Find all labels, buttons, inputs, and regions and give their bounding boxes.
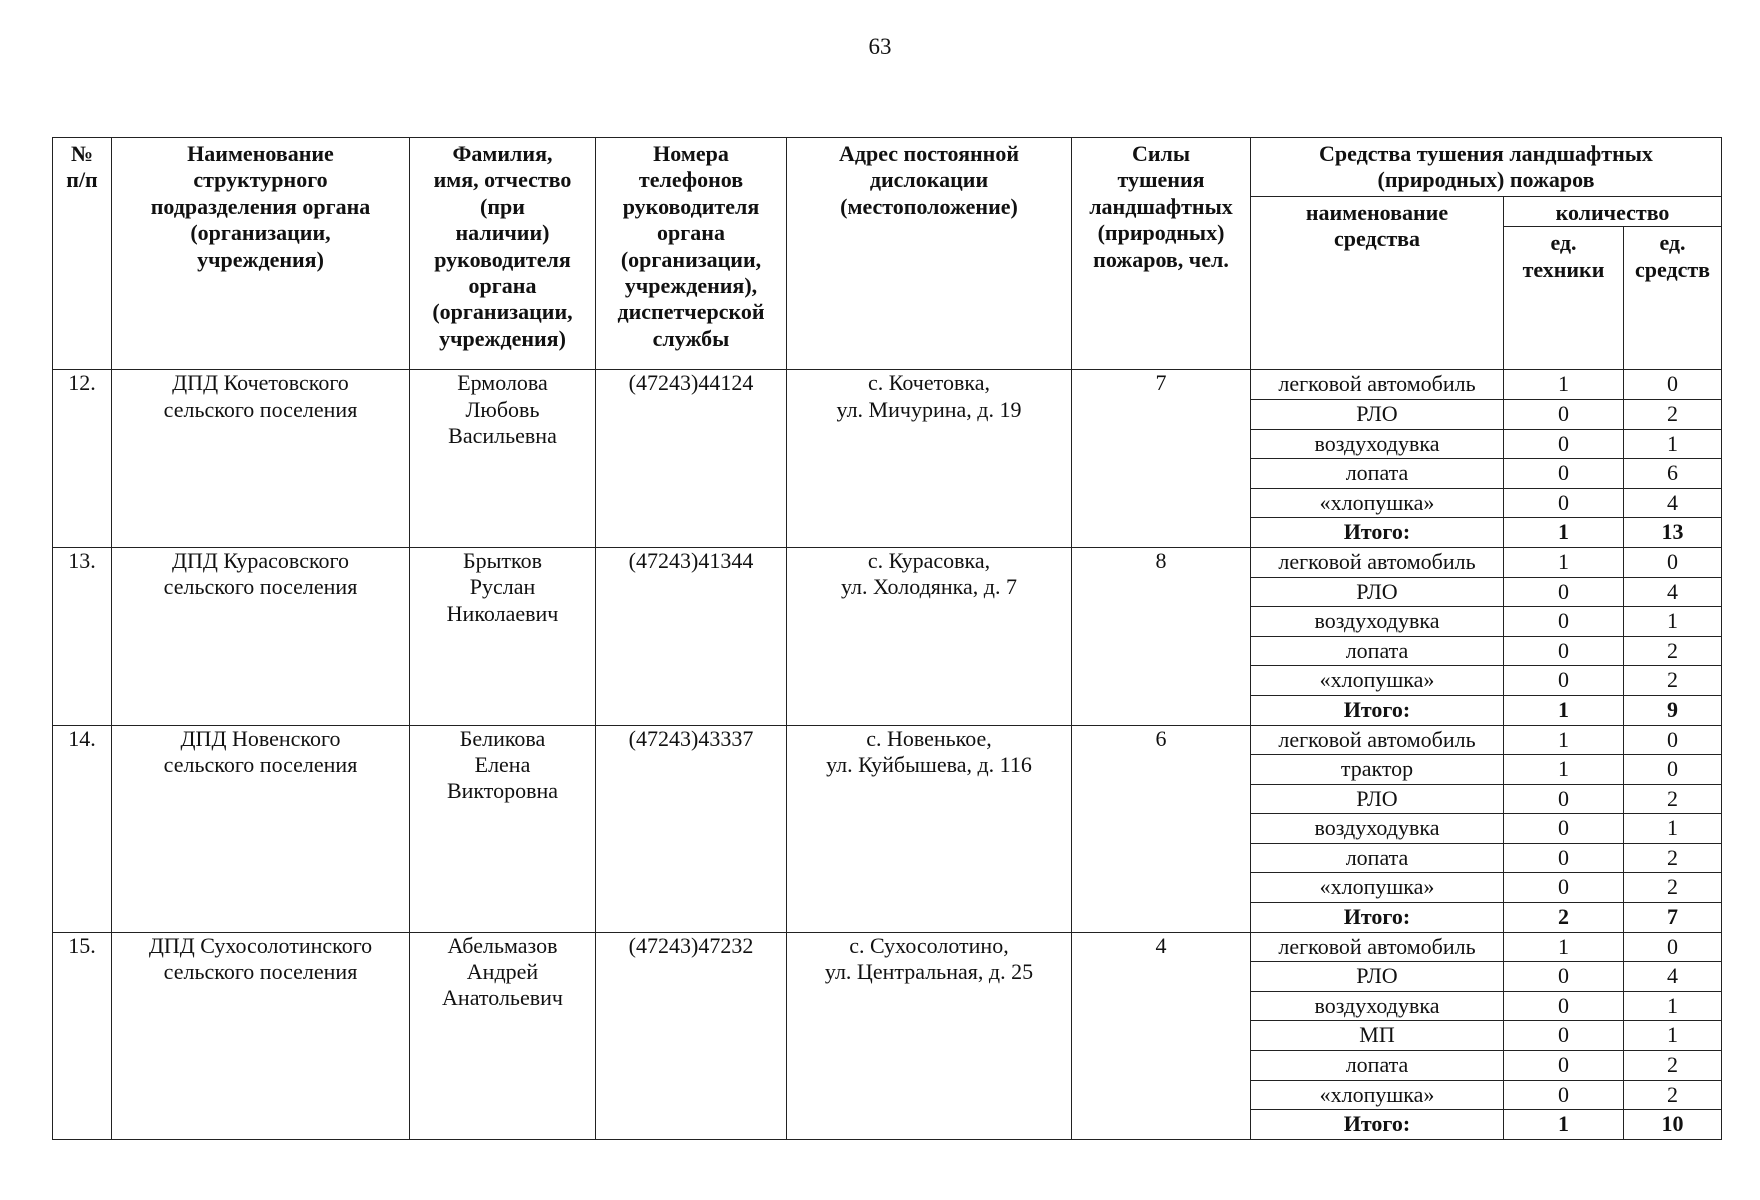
equipment-tech-units: 1 xyxy=(1504,725,1624,755)
equipment-means-units: 2 xyxy=(1624,636,1722,666)
header-num: № п/п xyxy=(53,138,112,370)
equipment-means-units: 1 xyxy=(1624,607,1722,637)
equipment-means-units: 0 xyxy=(1624,755,1722,785)
equipment-tech-units: 0 xyxy=(1504,1021,1624,1051)
forces-count: 6 xyxy=(1072,725,1251,932)
org-name: ДПД Сухосолотинского сельского поселения xyxy=(112,932,410,1139)
equipment-tech-units: 1 xyxy=(1504,755,1624,785)
header-address: Адрес постоянной дислокации (местоположение) xyxy=(787,138,1072,370)
equipment-means-units: 0 xyxy=(1624,547,1722,577)
equipment-means-units: 2 xyxy=(1624,843,1722,873)
table-row xyxy=(53,370,1722,400)
equipment-name: Итого: xyxy=(1251,1110,1504,1140)
header-head: Фамилия, имя, отчество (при наличии) руководителя органа (организации, учреждения) xyxy=(410,138,596,370)
equipment-name: «хлопушка» xyxy=(1251,1080,1504,1110)
header-means: Средства тушения ландшафтных (природных) пожаров xyxy=(1251,138,1722,197)
equipment-tech-units: 0 xyxy=(1504,488,1624,518)
equipment-means-units: 2 xyxy=(1624,784,1722,814)
equipment-tech-units: 1 xyxy=(1504,1110,1624,1140)
equipment-tech-units: 0 xyxy=(1504,814,1624,844)
table-header xyxy=(53,138,1722,370)
head-name: Брытков Руслан Николаевич xyxy=(410,547,596,725)
equipment-name: лопата xyxy=(1251,459,1504,489)
equipment-means-units: 0 xyxy=(1624,725,1722,755)
org-name: ДПД Новенского сельского поселения xyxy=(112,725,410,932)
phone-number: (47243)44124 xyxy=(596,370,787,548)
equipment-name: легковой автомобиль xyxy=(1251,370,1504,400)
page-number: 63 xyxy=(868,34,892,59)
equipment-tech-units: 0 xyxy=(1504,1051,1624,1081)
equipment-name: РЛО xyxy=(1251,784,1504,814)
equipment-name: воздуходувка xyxy=(1251,607,1504,637)
equipment-name: РЛО xyxy=(1251,399,1504,429)
equipment-tech-units: 0 xyxy=(1504,962,1624,992)
head-name: Ермолова Любовь Васильевна xyxy=(410,370,596,548)
equipment-name: «хлопушка» xyxy=(1251,488,1504,518)
equipment-name: воздуходувка xyxy=(1251,429,1504,459)
equipment-means-units: 0 xyxy=(1624,932,1722,962)
equipment-means-units: 2 xyxy=(1624,666,1722,696)
forces-count: 4 xyxy=(1072,932,1251,1139)
equipment-means-units: 1 xyxy=(1624,1021,1722,1051)
phone-number: (47243)41344 xyxy=(596,547,787,725)
equipment-name: «хлопушка» xyxy=(1251,666,1504,696)
equipment-means-units: 2 xyxy=(1624,399,1722,429)
row-num: 12. xyxy=(53,370,112,548)
equipment-name: воздуходувка xyxy=(1251,991,1504,1021)
equipment-name: лопата xyxy=(1251,636,1504,666)
equipment-means-units: 2 xyxy=(1624,1080,1722,1110)
table-row xyxy=(53,725,1722,755)
table-row xyxy=(53,547,1722,577)
equipment-tech-units: 0 xyxy=(1504,843,1624,873)
equipment-tech-units: 0 xyxy=(1504,666,1624,696)
equipment-name: РЛО xyxy=(1251,577,1504,607)
address: с. Сухосолотино, ул. Центральная, д. 25 xyxy=(787,932,1072,1139)
head-name: Беликова Елена Викторовна xyxy=(410,725,596,932)
forces-count: 7 xyxy=(1072,370,1251,548)
equipment-means-units: 2 xyxy=(1624,1051,1722,1081)
row-num: 14. xyxy=(53,725,112,932)
address: с. Кочетовка, ул. Мичурина, д. 19 xyxy=(787,370,1072,548)
equipment-tech-units: 2 xyxy=(1504,903,1624,933)
equipment-tech-units: 0 xyxy=(1504,607,1624,637)
fire-forces-table xyxy=(52,137,1722,1140)
equipment-means-units: 1 xyxy=(1624,429,1722,459)
equipment-tech-units: 1 xyxy=(1504,370,1624,400)
row-num: 15. xyxy=(53,932,112,1139)
equipment-tech-units: 1 xyxy=(1504,547,1624,577)
equipment-means-units: 6 xyxy=(1624,459,1722,489)
phone-number: (47243)47232 xyxy=(596,932,787,1139)
equipment-means-units: 1 xyxy=(1624,991,1722,1021)
address: с. Новенькое, ул. Куйбышева, д. 116 xyxy=(787,725,1072,932)
equipment-tech-units: 0 xyxy=(1504,784,1624,814)
header-phones: Номера телефонов руководителя органа (организации, учреждения), диспетчерской службы xyxy=(596,138,787,370)
forces-count: 8 xyxy=(1072,547,1251,725)
equipment-name: «хлопушка» xyxy=(1251,873,1504,903)
equipment-tech-units: 1 xyxy=(1504,932,1624,962)
equipment-means-units: 7 xyxy=(1624,903,1722,933)
equipment-name: трактор xyxy=(1251,755,1504,785)
equipment-means-units: 1 xyxy=(1624,814,1722,844)
equipment-means-units: 9 xyxy=(1624,695,1722,725)
equipment-name: Итого: xyxy=(1251,695,1504,725)
equipment-tech-units: 0 xyxy=(1504,429,1624,459)
equipment-tech-units: 0 xyxy=(1504,873,1624,903)
equipment-means-units: 0 xyxy=(1624,370,1722,400)
org-name: ДПД Курасовского сельского поселения xyxy=(112,547,410,725)
table-row xyxy=(53,932,1722,962)
equipment-name: Итого: xyxy=(1251,903,1504,933)
equipment-tech-units: 0 xyxy=(1504,1080,1624,1110)
equipment-name: воздуходувка xyxy=(1251,814,1504,844)
equipment-name: МП xyxy=(1251,1021,1504,1051)
equipment-tech-units: 0 xyxy=(1504,459,1624,489)
equipment-means-units: 4 xyxy=(1624,962,1722,992)
equipment-tech-units: 0 xyxy=(1504,636,1624,666)
equipment-tech-units: 1 xyxy=(1504,518,1624,548)
equipment-name: Итого: xyxy=(1251,518,1504,548)
equipment-tech-units: 0 xyxy=(1504,399,1624,429)
equipment-means-units: 4 xyxy=(1624,577,1722,607)
phone-number: (47243)43337 xyxy=(596,725,787,932)
header-org: Наименование структурного подразделения органа (организации, учреждения) xyxy=(112,138,410,370)
equipment-means-units: 10 xyxy=(1624,1110,1722,1140)
equipment-name: РЛО xyxy=(1251,962,1504,992)
equipment-name: легковой автомобиль xyxy=(1251,725,1504,755)
head-name: Абельмазов Андрей Анатольевич xyxy=(410,932,596,1139)
equipment-name: лопата xyxy=(1251,1051,1504,1081)
equipment-name: лопата xyxy=(1251,843,1504,873)
row-num: 13. xyxy=(53,547,112,725)
equipment-tech-units: 0 xyxy=(1504,991,1624,1021)
org-name: ДПД Кочетовского сельского поселения xyxy=(112,370,410,548)
header-units-means: ед. средств xyxy=(1624,227,1722,370)
address: с. Курасовка, ул. Холодянка, д. 7 xyxy=(787,547,1072,725)
header-means-name: наименование средства xyxy=(1251,197,1504,370)
equipment-tech-units: 1 xyxy=(1504,695,1624,725)
header-forces: Силы тушения ландшафтных (природных) пожаров, чел. xyxy=(1072,138,1251,370)
equipment-means-units: 4 xyxy=(1624,488,1722,518)
equipment-name: легковой автомобиль xyxy=(1251,932,1504,962)
header-quantity: количество xyxy=(1504,197,1722,227)
equipment-means-units: 13 xyxy=(1624,518,1722,548)
equipment-name: легковой автомобиль xyxy=(1251,547,1504,577)
table-body xyxy=(53,370,1722,1139)
equipment-tech-units: 0 xyxy=(1504,577,1624,607)
header-units-tech: ед. техники xyxy=(1504,227,1624,370)
equipment-means-units: 2 xyxy=(1624,873,1722,903)
